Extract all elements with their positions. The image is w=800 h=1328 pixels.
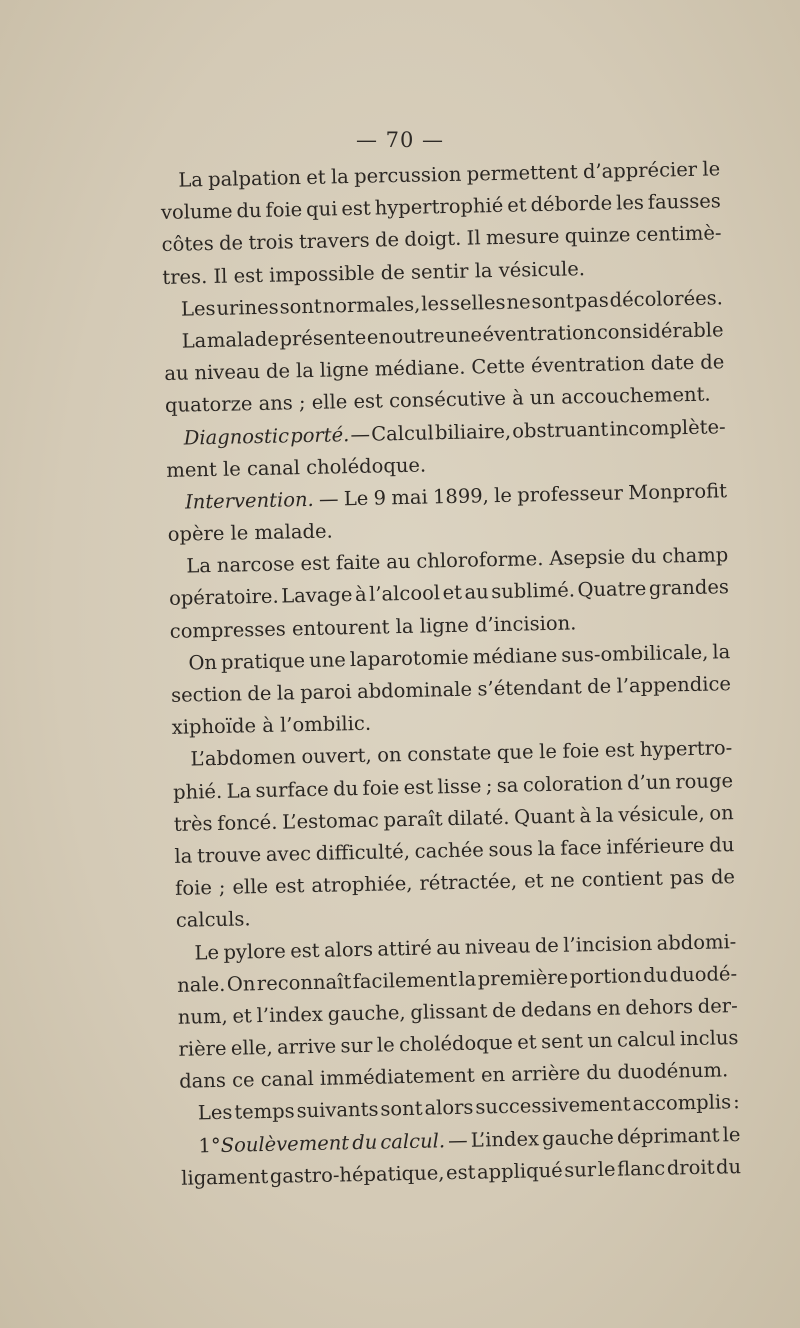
word: glissant bbox=[410, 999, 488, 1024]
word: sont bbox=[279, 294, 322, 319]
word: opératoire. bbox=[168, 585, 279, 611]
word: niveau bbox=[464, 933, 531, 959]
word: der- bbox=[697, 993, 738, 1018]
word: contient bbox=[581, 866, 664, 892]
word: foncé. bbox=[216, 810, 278, 835]
word: la bbox=[330, 165, 350, 189]
word: un bbox=[587, 1028, 613, 1053]
word: les bbox=[615, 191, 645, 215]
word: ligament bbox=[180, 1164, 269, 1190]
word: ouvert, bbox=[301, 744, 372, 769]
word: outre bbox=[391, 324, 445, 349]
word: champ bbox=[661, 543, 729, 568]
word: Diagnostic bbox=[183, 423, 290, 450]
word: section bbox=[170, 682, 243, 707]
word: vésicule, bbox=[618, 801, 705, 827]
word: centimè- bbox=[635, 221, 722, 247]
word: éventration bbox=[530, 352, 646, 378]
word: paroi bbox=[299, 680, 352, 705]
word: les bbox=[421, 291, 450, 316]
word: La bbox=[181, 329, 207, 353]
word: est bbox=[403, 774, 434, 799]
word: Intervention. bbox=[184, 487, 314, 514]
word: du bbox=[332, 776, 359, 801]
word: Lavage bbox=[280, 583, 353, 608]
word: — bbox=[318, 487, 339, 511]
word: suivants bbox=[296, 1098, 379, 1123]
word: l’alcool bbox=[368, 581, 441, 607]
word: Asepsie bbox=[549, 545, 626, 571]
word: constate bbox=[406, 741, 492, 767]
word: et bbox=[517, 1030, 537, 1054]
body-text bbox=[160, 153, 741, 1195]
word: Il bbox=[466, 226, 481, 250]
word: une bbox=[308, 648, 347, 672]
word: quinze bbox=[564, 223, 631, 248]
word: au bbox=[435, 935, 461, 959]
word: calcul bbox=[616, 1027, 676, 1052]
word: Les bbox=[197, 1101, 233, 1125]
word: abdominale bbox=[356, 677, 473, 703]
word: la bbox=[174, 844, 193, 868]
word: attiré bbox=[377, 935, 433, 961]
word: l’appendice bbox=[616, 672, 732, 698]
word: médiane. bbox=[374, 355, 466, 381]
word: urines bbox=[216, 295, 279, 320]
word: temps bbox=[234, 1099, 295, 1125]
word: dilaté. bbox=[447, 805, 510, 830]
word: au bbox=[464, 580, 489, 605]
text-segment: compresses entourent la ligne d’incision. bbox=[169, 611, 577, 643]
word: foie bbox=[562, 739, 600, 764]
word: doigt. bbox=[404, 227, 462, 252]
word: porté. bbox=[289, 422, 350, 447]
word: Quatre bbox=[577, 577, 647, 602]
word: médiane bbox=[472, 643, 558, 669]
word: déprimant bbox=[616, 1123, 720, 1149]
word: 1°Soulèvement bbox=[198, 1130, 350, 1158]
word: décolorées. bbox=[609, 285, 724, 312]
word: obstruant bbox=[512, 417, 609, 443]
word: ; bbox=[485, 773, 493, 797]
word: à bbox=[579, 803, 592, 828]
word: hypertro- bbox=[639, 736, 733, 762]
word: rétractée, bbox=[419, 869, 518, 895]
word: du bbox=[351, 1130, 378, 1154]
word: et bbox=[506, 193, 527, 217]
word: du bbox=[630, 544, 657, 569]
word: au bbox=[164, 361, 189, 386]
word: Monprofit bbox=[628, 479, 728, 505]
word: le bbox=[597, 1157, 616, 1181]
word: reconnaît bbox=[256, 969, 352, 995]
word: fausses bbox=[647, 189, 721, 214]
text-segment: opère le malade. bbox=[167, 519, 333, 546]
word: normales, bbox=[322, 292, 421, 318]
word: inférieure bbox=[606, 833, 705, 859]
word: à bbox=[354, 583, 367, 607]
word: dehors bbox=[625, 994, 694, 1020]
word: la bbox=[595, 803, 614, 827]
word: trois bbox=[248, 230, 294, 255]
word: ; bbox=[218, 875, 226, 900]
word: laparotomie bbox=[349, 645, 469, 671]
word: biliaire, bbox=[434, 419, 512, 444]
word: de bbox=[374, 228, 400, 252]
word: foie bbox=[362, 775, 400, 800]
word: hypertrophié bbox=[374, 194, 504, 220]
word: flanc bbox=[616, 1156, 666, 1181]
word: et bbox=[442, 581, 463, 605]
word: en bbox=[596, 996, 621, 1020]
word: sublimé. bbox=[490, 578, 576, 604]
word: nale. bbox=[176, 972, 226, 997]
word: la bbox=[537, 836, 556, 861]
word: foie bbox=[265, 198, 303, 222]
word: éventration bbox=[482, 320, 597, 347]
word: difficulté, bbox=[315, 839, 411, 865]
word: sa bbox=[496, 773, 519, 797]
word: Le bbox=[343, 486, 369, 511]
word: d’apprécier bbox=[582, 157, 698, 184]
word: niveau bbox=[194, 360, 261, 385]
word: appliqué bbox=[476, 1158, 563, 1184]
word: La bbox=[226, 778, 252, 803]
word: sur bbox=[340, 1033, 373, 1058]
text-segment: ment le canal cholédoque. bbox=[166, 453, 427, 482]
word: du bbox=[715, 1154, 742, 1179]
word: face bbox=[560, 835, 602, 860]
word: 1899, bbox=[432, 484, 490, 509]
word: d’un bbox=[626, 769, 672, 794]
word: ne bbox=[550, 868, 575, 893]
word: sur bbox=[564, 1157, 597, 1182]
word: sont bbox=[531, 289, 574, 313]
word: accomplis bbox=[632, 1090, 732, 1116]
word: elle, bbox=[230, 1035, 273, 1060]
word: et bbox=[306, 165, 326, 189]
word: permettent bbox=[466, 160, 578, 186]
word: gauche, bbox=[327, 1000, 406, 1026]
word: de bbox=[218, 231, 244, 256]
word: coloration bbox=[522, 771, 623, 797]
word: paraît bbox=[383, 806, 443, 832]
word: portion bbox=[569, 963, 642, 989]
word: le bbox=[376, 1033, 395, 1057]
word: gastro-hépatique, bbox=[269, 1161, 445, 1188]
word: et bbox=[523, 869, 544, 893]
word: 9 bbox=[373, 486, 387, 510]
word: — bbox=[447, 1128, 468, 1152]
text-segment: quatorze ans ; elle est consécutive à un accouchement. bbox=[164, 382, 711, 418]
word: volume bbox=[160, 199, 233, 225]
word: trouve bbox=[196, 842, 262, 868]
word: mai bbox=[391, 485, 428, 510]
word: est bbox=[604, 738, 635, 763]
word: Cette bbox=[471, 354, 526, 379]
word: pas bbox=[669, 865, 705, 890]
word: Les bbox=[180, 296, 216, 321]
word: alors bbox=[424, 1096, 474, 1121]
word: arrive bbox=[276, 1034, 337, 1059]
word: Le bbox=[194, 940, 220, 964]
word: du bbox=[642, 963, 669, 987]
word: dedans bbox=[520, 997, 592, 1022]
word: est bbox=[274, 874, 305, 898]
word: de bbox=[710, 865, 736, 889]
word: avec bbox=[265, 841, 312, 866]
word: le bbox=[722, 1122, 741, 1147]
word: malade bbox=[206, 327, 280, 352]
word: considérable bbox=[596, 318, 724, 344]
word: rière bbox=[178, 1036, 227, 1061]
word: déborde bbox=[530, 191, 613, 217]
word: de bbox=[247, 681, 272, 706]
word: : bbox=[732, 1090, 740, 1114]
word: La bbox=[186, 554, 212, 578]
word: L’estomac bbox=[281, 808, 379, 834]
word: elle bbox=[232, 875, 269, 899]
word: on bbox=[709, 800, 734, 825]
word: la bbox=[295, 358, 315, 383]
word: une bbox=[444, 323, 483, 347]
word: selles bbox=[449, 290, 506, 315]
word: première bbox=[477, 965, 569, 991]
text-segment: tres. Il est impossible de sentir la vésicule. bbox=[162, 256, 586, 289]
word: de bbox=[265, 359, 291, 383]
word: la bbox=[276, 681, 295, 705]
word: le bbox=[538, 740, 558, 764]
word: la bbox=[712, 639, 731, 664]
word: qui bbox=[305, 197, 338, 222]
word: gauche bbox=[541, 1125, 615, 1150]
word: le bbox=[493, 483, 513, 507]
word: pylore bbox=[223, 939, 287, 964]
word: est bbox=[289, 938, 320, 962]
word: pas bbox=[574, 288, 609, 313]
word: abdomi- bbox=[656, 929, 737, 955]
word: est bbox=[341, 196, 371, 221]
word: pratique bbox=[220, 648, 306, 674]
word: On bbox=[188, 650, 218, 675]
word: sous bbox=[488, 837, 534, 862]
word: professeur bbox=[516, 481, 624, 507]
word: le bbox=[702, 157, 721, 181]
word: l’index bbox=[256, 1002, 324, 1028]
word: travers bbox=[298, 229, 370, 254]
word: du bbox=[708, 833, 735, 857]
word: — bbox=[350, 422, 371, 446]
word: de bbox=[586, 674, 612, 699]
word: on bbox=[377, 743, 402, 767]
word: surface bbox=[255, 777, 329, 802]
word: atrophiée, bbox=[311, 871, 413, 898]
word: présente bbox=[279, 325, 367, 351]
word: chloroforme. bbox=[416, 547, 544, 573]
word: est bbox=[300, 551, 331, 576]
text-segment: calculs. bbox=[175, 907, 251, 933]
word: La bbox=[178, 168, 204, 192]
word: droit bbox=[666, 1155, 715, 1180]
word: On bbox=[226, 971, 256, 996]
word: phié. bbox=[172, 779, 223, 804]
word: date bbox=[650, 350, 695, 375]
word: du bbox=[236, 199, 262, 223]
word: rouge bbox=[675, 768, 734, 793]
word: L’index bbox=[470, 1126, 540, 1152]
word: num, bbox=[177, 1004, 228, 1029]
word: percussion bbox=[353, 162, 462, 188]
word: duodé- bbox=[669, 961, 738, 987]
word: lisse bbox=[437, 773, 482, 798]
word: alors bbox=[323, 937, 374, 962]
word: de bbox=[491, 998, 517, 1023]
word: cachée bbox=[414, 838, 484, 863]
word: et bbox=[232, 1004, 253, 1028]
word: ligne bbox=[319, 357, 370, 382]
word: facilement bbox=[352, 967, 458, 993]
word: grandes bbox=[648, 575, 730, 601]
word: palpation bbox=[207, 166, 302, 191]
text-segment: dans ce canal immédiatement en arrière du duodénum. bbox=[178, 1058, 729, 1094]
word: incomplète- bbox=[609, 414, 726, 441]
word: faite bbox=[335, 550, 381, 575]
word: mesure bbox=[485, 225, 560, 250]
word: la bbox=[458, 967, 477, 991]
word: que bbox=[496, 740, 534, 765]
word: au bbox=[386, 550, 411, 574]
word: narcose bbox=[216, 552, 295, 578]
word: cholédoque bbox=[398, 1030, 514, 1057]
word: sent bbox=[540, 1029, 584, 1054]
word: calcul. bbox=[380, 1128, 446, 1154]
word: est bbox=[445, 1160, 476, 1185]
page-number: — 70 — bbox=[355, 128, 445, 152]
word: L’abdomen bbox=[190, 745, 297, 771]
word: inclus bbox=[679, 1026, 739, 1051]
word: ne bbox=[506, 290, 531, 314]
text-segment: xiphoïde à l’ombilic. bbox=[171, 711, 372, 740]
word: foie bbox=[174, 876, 213, 900]
word: Calcul bbox=[370, 420, 434, 446]
word: en bbox=[366, 325, 392, 349]
word: l’incision bbox=[563, 931, 653, 957]
word: successivement bbox=[475, 1092, 631, 1120]
word: de bbox=[699, 350, 725, 374]
word: très bbox=[173, 811, 213, 836]
word: sont bbox=[380, 1097, 423, 1122]
word: Quant bbox=[513, 804, 575, 829]
word: sus-ombilicale, bbox=[561, 640, 709, 667]
word: côtes bbox=[161, 232, 214, 257]
word: s’étendant bbox=[477, 675, 582, 701]
word: de bbox=[534, 933, 560, 957]
